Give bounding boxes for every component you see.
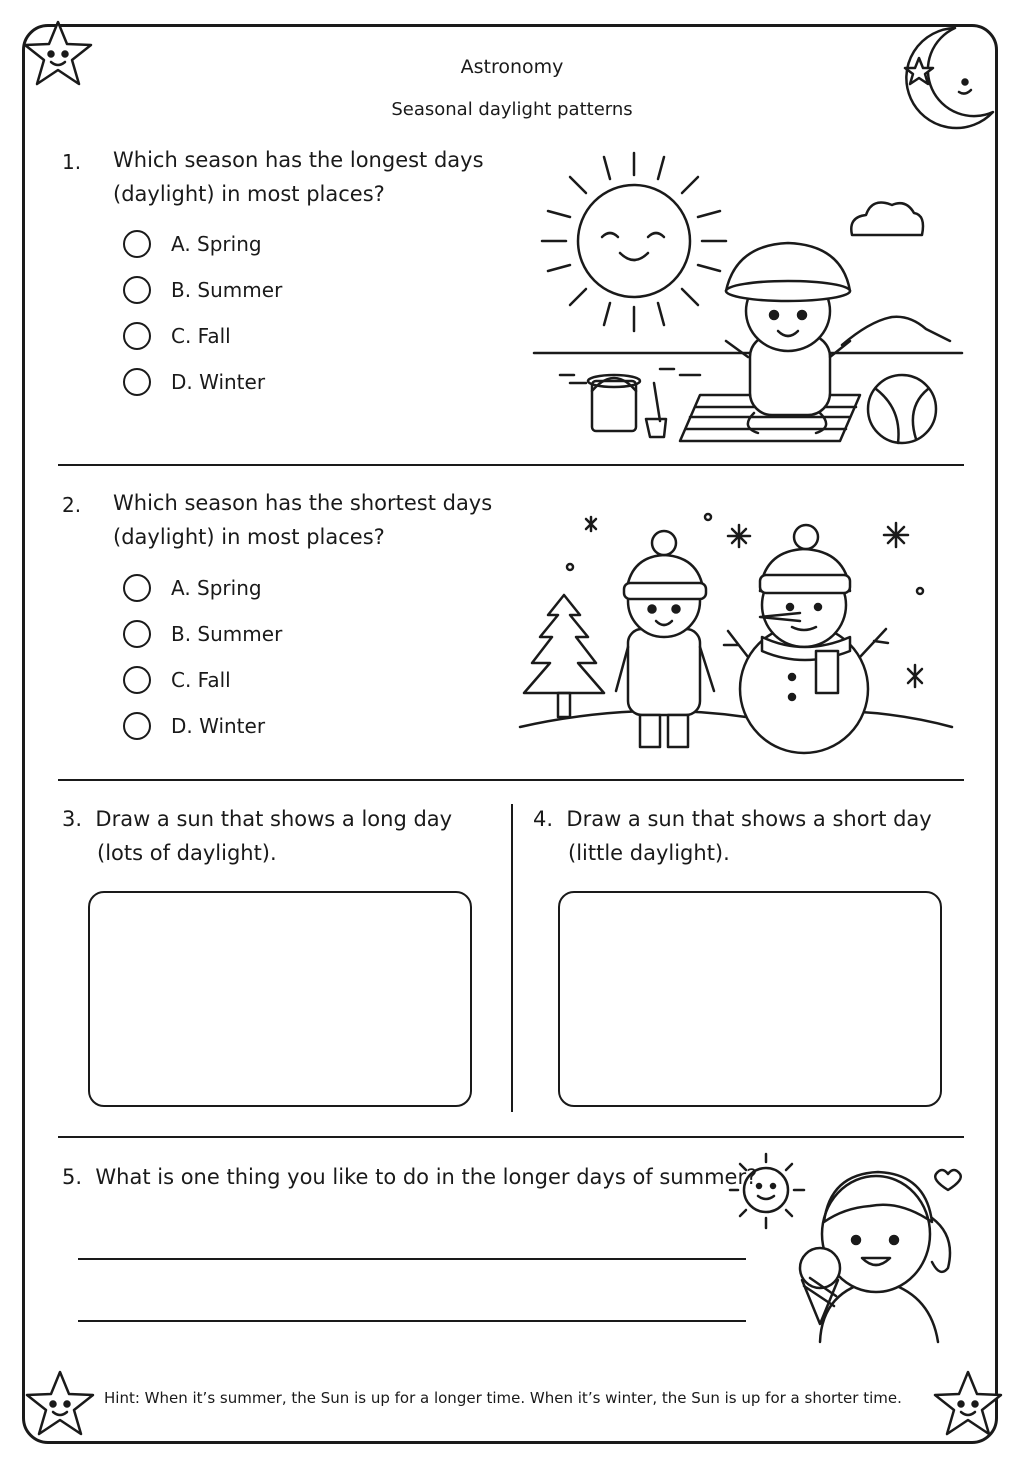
radio-circle[interactable]: [123, 712, 151, 740]
column-divider: [511, 804, 513, 1112]
radio-circle[interactable]: [123, 666, 151, 694]
question-2-option-c[interactable]: C. Fall: [123, 657, 282, 703]
question-2-option-b[interactable]: B. Summer: [123, 611, 282, 657]
section-divider: [58, 464, 964, 466]
question-2-options: [123, 565, 282, 749]
question-1-option-c[interactable]: C. Fall: [123, 313, 282, 359]
star-face-icon: [928, 1366, 1008, 1446]
answer-line-1[interactable]: [78, 1258, 746, 1260]
draw-long-day-box[interactable]: [88, 891, 472, 1107]
radio-circle[interactable]: [123, 322, 151, 350]
question-1-options: [123, 221, 282, 405]
question-1-option-a[interactable]: A. Spring: [123, 221, 282, 267]
section-divider: [58, 1136, 964, 1138]
subject-title: Astronomy: [460, 56, 564, 78]
question-2-number: 2.: [62, 493, 82, 517]
question-2-text: Which season has the shortest days (daylight) in most places?: [113, 491, 493, 549]
question-4-text: 4. Draw a sun that shows a short day (little daylight).: [533, 807, 932, 865]
radio-circle[interactable]: [123, 276, 151, 304]
hint-text: Hint: When it’s summer, the Sun is up for a longer time. When it’s winter, the Sun is up for a shorter time.: [104, 1389, 902, 1407]
question-1-option-d[interactable]: D. Winter: [123, 359, 282, 405]
radio-circle[interactable]: [123, 230, 151, 258]
draw-short-day-box[interactable]: [558, 891, 942, 1107]
question-2-option-d[interactable]: D. Winter: [123, 703, 282, 749]
summer-beach-child-illustration: [530, 145, 970, 455]
radio-circle[interactable]: [123, 368, 151, 396]
question-1-option-b[interactable]: B. Summer: [123, 267, 282, 313]
radio-circle[interactable]: [123, 574, 151, 602]
winter-snowman-child-illustration: [516, 505, 956, 760]
topic-title: Seasonal daylight patterns: [391, 99, 633, 120]
radio-circle[interactable]: [123, 620, 151, 648]
question-5-text: 5. What is one thing you like to do in the longer days of summer?: [62, 1165, 758, 1189]
question-3-text: 3. Draw a sun that shows a long day (lots of daylight).: [62, 807, 453, 865]
question-1-text: Which season has the longest days (daylight) in most places?: [113, 148, 484, 206]
star-face-icon: [20, 1366, 100, 1446]
section-divider: [58, 779, 964, 781]
question-1-number: 1.: [62, 150, 82, 174]
answer-line-2[interactable]: [78, 1320, 746, 1322]
question-2-option-a[interactable]: A. Spring: [123, 565, 282, 611]
girl-ice-cream-sun-illustration: [720, 1150, 970, 1345]
